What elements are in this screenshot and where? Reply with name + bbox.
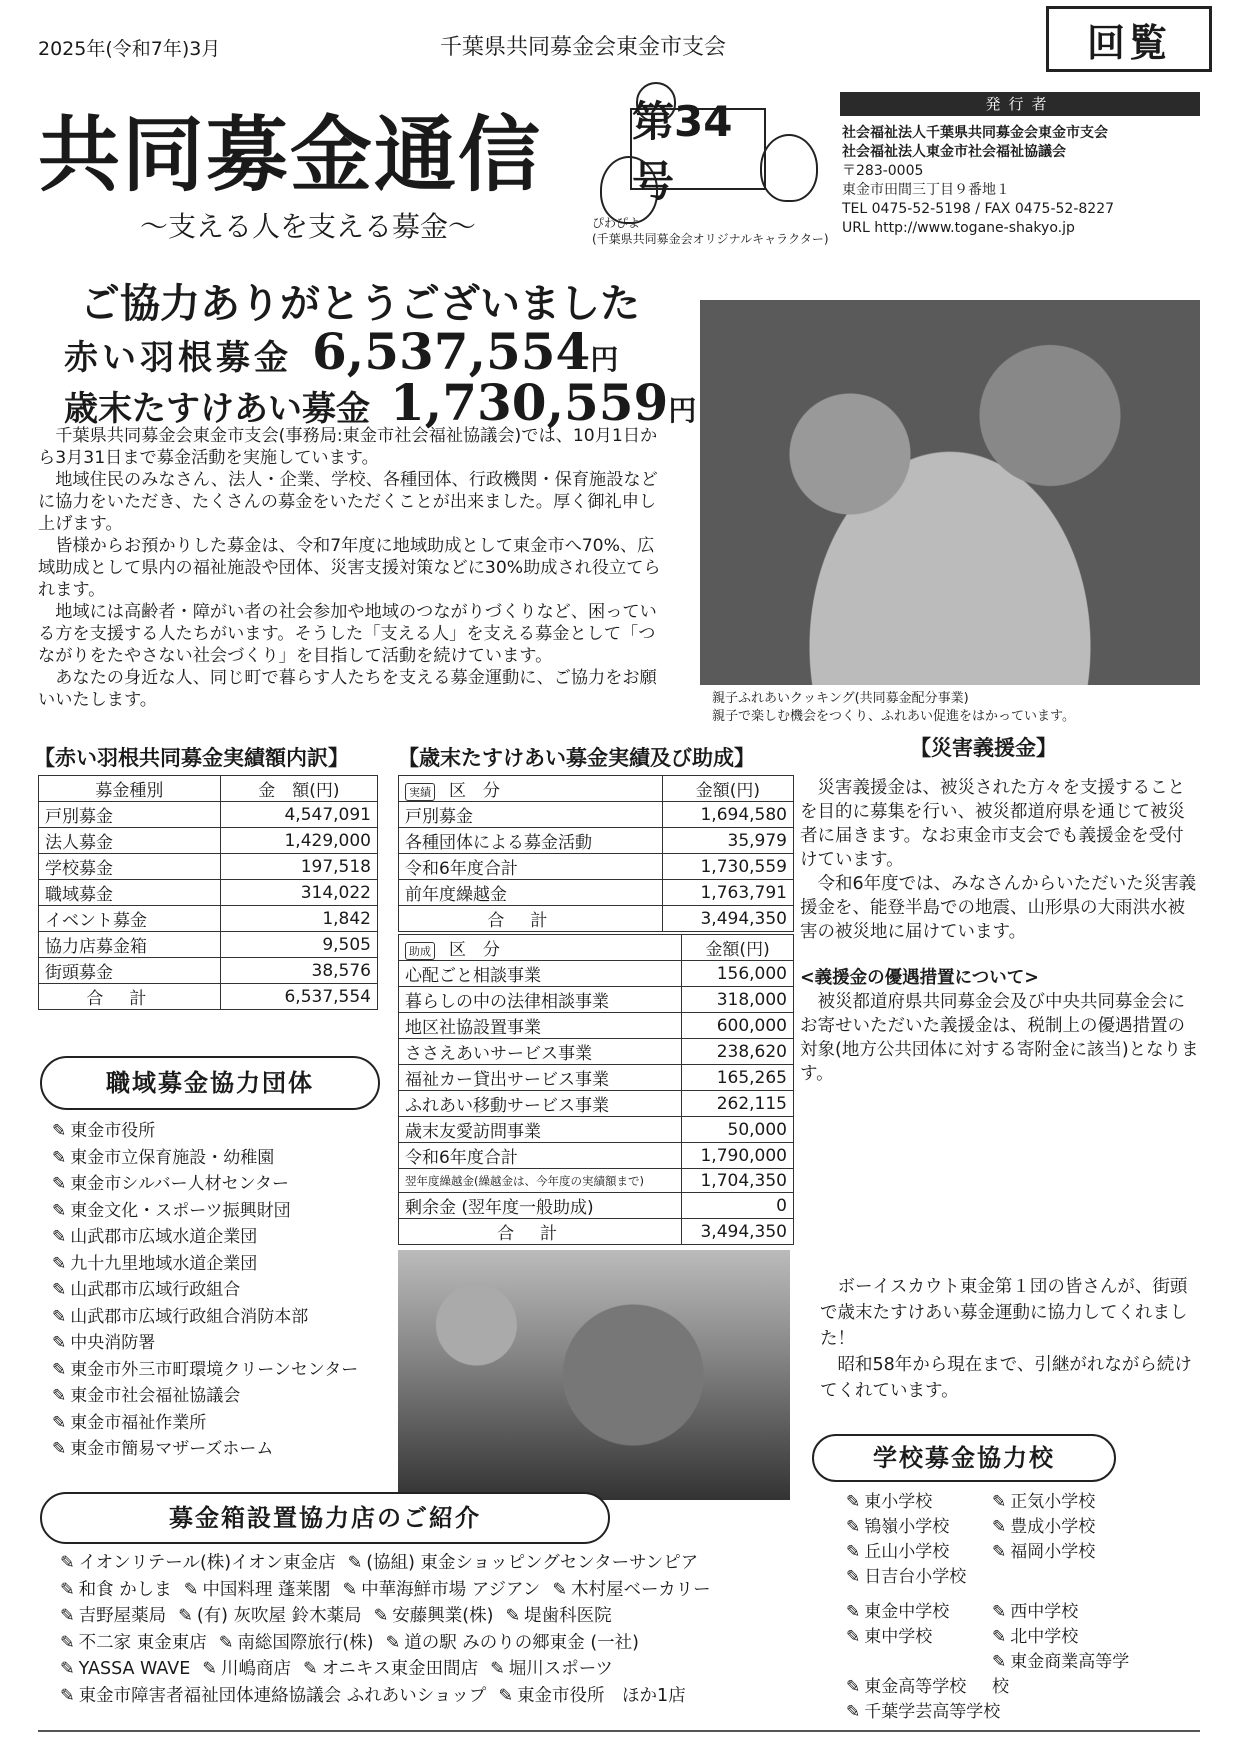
table-row [39, 828, 378, 854]
table-cell: 協力店募金箱 [39, 932, 221, 958]
shop-name: ✎ 和食 かしま [60, 1580, 172, 1600]
table-row [399, 961, 794, 987]
scout-paragraph: ボーイスカウト東金第１団の皆さんが、街頭で歳末たすけあい募金運動に協力してくれました！ [820, 1277, 1188, 1349]
table-cell: 各種団体による募金活動 [399, 828, 663, 854]
workplace-heading: 職域募金協力団体 [40, 1056, 380, 1110]
yearend-table-title: 【歳末たすけあい募金実績及び助成】 [398, 746, 755, 770]
school-name: ✎ 東金高等学校 [846, 1675, 992, 1700]
table-row [39, 958, 378, 984]
table-header: 金額(円) [682, 935, 794, 961]
list-item: ✎ 東金市福祉作業所 [52, 1410, 358, 1437]
list-item: ✎ 中央消防署 [52, 1330, 358, 1357]
circulation-stamp-text: 回覧 [1086, 20, 1171, 65]
header-organization: 千葉県共同募金会東金市支会 [440, 35, 727, 60]
table-header-row [39, 776, 378, 802]
shop-name: ✎ 木村屋ベーカリー [552, 1580, 710, 1600]
disaster-title: 【災害義援金】 [910, 736, 1057, 760]
red-feather-label: 赤い羽根募金 [64, 338, 292, 378]
shop-name: ✎ 東金市障害者福祉団体連絡協議会 ふれあいショップ [60, 1686, 486, 1706]
table-cell: 1,429,000 [220, 828, 377, 854]
table-header: 募金種別 [39, 776, 221, 802]
intro-paragraph: 地域には高齢者・障がい者の社会参加や地域のつながりづくりなど、困っている方を支援する人たちがいます。そうした「支える人」を支える募金として「つながりをたやさない社会づくり」を目指して活動を続けています。 [38, 602, 657, 666]
mascot-icon [760, 134, 818, 202]
table-cell: 前年度繰越金 [399, 880, 663, 906]
school-name: ✎ 豊成小学校 [992, 1515, 1138, 1540]
school-name: ✎ 福岡小学校 [992, 1540, 1138, 1565]
table-total-label: 合計 [39, 984, 221, 1010]
footer-divider [38, 1730, 1200, 1732]
table-cell: 1,694,580 [662, 802, 793, 828]
school-row [846, 1600, 1138, 1625]
schools-list [846, 1490, 1138, 1725]
school-row [846, 1700, 1138, 1725]
list-item: ✎ 山武郡市広域水道企業団 [52, 1224, 358, 1251]
scout-text [820, 1274, 1200, 1404]
table-row [399, 880, 794, 906]
table-row [399, 1117, 794, 1143]
table-cell: 262,115 [682, 1091, 794, 1117]
table-header-row [399, 935, 794, 961]
disaster-paragraph: 令和6年度では、みなさんからいただいた災害義援金を、能登半島での地震、山形県の大雨洪水被害の被災地に届けています。 [800, 874, 1197, 942]
shop-line [60, 1577, 800, 1604]
list-item: ✎ 東金市社会福祉協議会 [52, 1383, 358, 1410]
school-name: ✎ 日吉台小学校 [846, 1565, 992, 1590]
table-header: 金額(円) [662, 776, 793, 802]
yearend-grants-table [398, 934, 794, 1245]
table-cell: 翌年度繰越金(繰越金は、今年度の実績額まで) [399, 1169, 682, 1193]
table-row [39, 854, 378, 880]
red-feather-table [38, 775, 378, 1010]
table-cell: 戸別募金 [399, 802, 663, 828]
table-row [399, 1039, 794, 1065]
newsletter-title: 共同募金通信 [38, 107, 543, 203]
table-cell: 令和6年度合計 [399, 1143, 682, 1169]
school-row [846, 1625, 1138, 1650]
school-row [846, 1565, 1138, 1590]
shop-name: ✎ (協組) 東金ショッピングセンターサンピア [348, 1553, 699, 1573]
yearend-label: 歳末たすけあい募金 [64, 389, 370, 429]
table-total-value: 3,494,350 [682, 1219, 794, 1245]
table-cell: 歳末友愛訪問事業 [399, 1117, 682, 1143]
spacer [846, 1590, 1138, 1600]
table-row [399, 1065, 794, 1091]
school-row [846, 1515, 1138, 1540]
table-cell: ふれあい移動サービス事業 [399, 1091, 682, 1117]
table-row [399, 854, 794, 880]
table-header-text: 区 分 [449, 940, 500, 960]
table-cell: 1,763,791 [662, 880, 793, 906]
table-row [399, 802, 794, 828]
intro-paragraph: 地域住民のみなさん、法人・企業、学校、各種団体、行政機関・保育施設などに協力をいただき、たくさんの募金をいただくことが出来ました。厚く御礼申し上げます。 [38, 470, 658, 534]
table-cell: 9,505 [220, 932, 377, 958]
issue-date: 2025年(令和7年)3月 [38, 38, 221, 60]
publisher-line: URL http://www.togane-shakyo.jp [842, 220, 1075, 236]
intro-paragraph: 皆様からお預かりした募金は、令和7年度に地域助成として東金市へ70%、広域助成として県内の福祉施設や団体、災害支援対策などに30%助成され役立てられます。 [38, 536, 661, 600]
publisher-info [842, 124, 1114, 238]
shop-line [60, 1550, 800, 1577]
shop-line [60, 1630, 800, 1657]
tax-text: 被災都道府県共同募金会及び中央共同募金会にお寄せいただいた義援金は、税制上の優遇措置の対象(地方公共団体に対する寄附金に該当)となります。 [800, 992, 1199, 1084]
table-cell: 318,000 [682, 987, 794, 1013]
table-cell: 学校募金 [39, 854, 221, 880]
yen-unit: 円 [590, 343, 619, 376]
table-row [39, 906, 378, 932]
table-row [399, 1091, 794, 1117]
mascot-name: ぴわぴよ [592, 216, 641, 230]
table-cell: 職域募金 [39, 880, 221, 906]
table-cell: 50,000 [682, 1117, 794, 1143]
list-item: ✎ 東金市立保育施設・幼稚園 [52, 1145, 358, 1172]
table-cell: 156,000 [682, 961, 794, 987]
table-total-value: 6,537,554 [220, 984, 377, 1010]
table-cell: 38,576 [220, 958, 377, 984]
disaster-text [800, 776, 1200, 1086]
caption-line: 親子ふれあいクッキング(共同募金配分事業) [712, 691, 969, 706]
shop-name: ✎ 中国料理 蓬莱閣 [184, 1580, 331, 1600]
table-header [399, 935, 682, 961]
scout-photo [398, 1250, 790, 1500]
shops-list [60, 1550, 800, 1709]
shop-line [60, 1656, 800, 1683]
table-cell: 238,620 [682, 1039, 794, 1065]
table-row [399, 987, 794, 1013]
table-cell: 暮らしの中の法律相談事業 [399, 987, 682, 1013]
shop-line [60, 1683, 800, 1710]
table-cell: イベント募金 [39, 906, 221, 932]
table-cell: 165,265 [682, 1065, 794, 1091]
school-name: ✎ 鴇嶺小学校 [846, 1515, 992, 1540]
intro-paragraph: 千葉県共同募金会東金市支会(事務局:東金市社会福祉協議会)では、10月1日から3月31日まで募金活動を実施しています。 [38, 426, 658, 468]
school-row [846, 1490, 1138, 1515]
publisher-line: 社会福祉法人千葉県共同募金会東金市支会 [842, 125, 1108, 141]
publisher-heading: 発行者 [840, 92, 1200, 116]
disaster-paragraph: 災害義援金は、被災された方々を支援することを目的に募集を行い、被災都道府県を通じて被災者に届きます。なお東金市支会でも義援金を受付けています。 [800, 778, 1185, 870]
table-total-label: 合計 [399, 906, 663, 932]
table-row [399, 1013, 794, 1039]
table-header-text: 区 分 [449, 781, 500, 801]
newsletter-subtitle: 〜支える人を支える募金〜 [140, 210, 477, 243]
table-cell: 197,518 [220, 854, 377, 880]
table-cell: 4,547,091 [220, 802, 377, 828]
list-item: ✎ 東金市簡易マザーズホーム [52, 1436, 358, 1463]
table-header-row [399, 776, 794, 802]
issue-number: 第34号 [630, 108, 766, 190]
table-total-row [399, 906, 794, 932]
circulation-stamp [1046, 6, 1212, 72]
list-item: ✎ 東金市外三市町環境クリーンセンター [52, 1357, 358, 1384]
shop-name: ✎ イオンリテール(株)イオン東金店 [60, 1553, 336, 1573]
workplace-list [52, 1118, 358, 1463]
yen-unit: 円 [668, 394, 697, 427]
table-total-row [399, 1219, 794, 1245]
table-row [39, 932, 378, 958]
shop-name: ✎ 東金市役所 ほか1店 [498, 1686, 685, 1706]
yearend-total [64, 373, 696, 432]
school-row [846, 1650, 1138, 1700]
school-name: ✎ 東金商業高等学校 [992, 1650, 1138, 1700]
table-row [399, 1169, 794, 1193]
school-name: ✎ 丘山小学校 [846, 1540, 992, 1565]
table-cell: 福祉カー貸出サービス事業 [399, 1065, 682, 1091]
shop-name: ✎ 川嶋商店 [202, 1659, 291, 1679]
shop-name: ✎ 吉野屋薬局 [60, 1606, 166, 1626]
table-total-row [39, 984, 378, 1010]
table-cell: 600,000 [682, 1013, 794, 1039]
yearend-results-table [398, 775, 794, 932]
shop-name: ✎ 道の駅 みのりの郷東金 (一社) [386, 1633, 639, 1653]
scout-paragraph: 昭和58年から現在まで、引継がれながら続けてくれています。 [820, 1355, 1192, 1401]
table-header [399, 776, 663, 802]
table-cell: 1,842 [220, 906, 377, 932]
shop-name: ✎ 安藤興業(株) [374, 1606, 494, 1626]
yearend-amount: 1,730,559 [390, 373, 669, 432]
table-row [399, 828, 794, 854]
list-item: ✎ 東金文化・スポーツ振興財団 [52, 1198, 358, 1225]
publisher-line: 社会福祉法人東金市社会福祉協議会 [842, 144, 1066, 160]
caption-line: 親子で楽しむ機会をつくり、ふれあい促進をはかっています。 [712, 709, 1075, 724]
school-row [846, 1540, 1138, 1565]
shop-name: ✎ 不二家 東金東店 [60, 1633, 207, 1653]
table-cell: 35,979 [662, 828, 793, 854]
table-row [399, 1143, 794, 1169]
shops-heading: 募金箱設置協力店のご紹介 [40, 1492, 610, 1544]
school-name: ✎ 正気小学校 [992, 1490, 1138, 1515]
table-cell: 剰余金 (翌年度一般助成) [399, 1193, 682, 1219]
shop-name: ✎ オニキス東金田間店 [303, 1659, 478, 1679]
table-row [39, 880, 378, 906]
shop-name: ✎ 南総国際旅行(株) [219, 1633, 374, 1653]
table-cell: 314,022 [220, 880, 377, 906]
table-cell: 0 [682, 1193, 794, 1219]
results-tag: 実績 [405, 783, 435, 801]
table-header: 金 額(円) [220, 776, 377, 802]
school-name: ✎ 東小学校 [846, 1490, 992, 1515]
table-cell: 法人募金 [39, 828, 221, 854]
cooking-photo-caption [712, 690, 1075, 726]
intro-text [38, 425, 670, 711]
list-item: ✎ 東金市役所 [52, 1118, 358, 1145]
shop-name: ✎ YASSA WAVE [60, 1659, 190, 1679]
publisher-line: 東金市田間三丁目９番地１ [842, 182, 1010, 198]
table-row [39, 802, 378, 828]
list-item: ✎ 九十九里地域水道企業団 [52, 1251, 358, 1278]
table-cell: 1,730,559 [662, 854, 793, 880]
school-name: ✎ 西中学校 [992, 1600, 1138, 1625]
shop-name: ✎ 堤歯科医院 [505, 1606, 611, 1626]
table-cell: 心配ごと相談事業 [399, 961, 682, 987]
shop-name: ✎ (有) 灰吹屋 鈴木薬局 [178, 1606, 361, 1626]
cooking-photo [700, 300, 1200, 685]
school-name: ✎ 東中学校 [846, 1625, 992, 1650]
red-table-title: 【赤い羽根共同募金実績額内訳】 [34, 746, 349, 770]
schools-heading: 学校募金協力校 [812, 1434, 1116, 1482]
grants-tag: 助成 [405, 942, 435, 960]
list-item: ✎ 山武郡市広域行政組合消防本部 [52, 1304, 358, 1331]
table-cell: 1,790,000 [682, 1143, 794, 1169]
school-name: ✎ 東金中学校 [846, 1600, 992, 1625]
publisher-line: TEL 0475-52-5198 / FAX 0475-52-8227 [842, 201, 1115, 217]
shop-name: ✎ 中華海鮮市場 アジアン [342, 1580, 540, 1600]
table-cell: 地区社協設置事業 [399, 1013, 682, 1039]
shop-name: ✎ 堀川スポーツ [490, 1659, 613, 1679]
school-name: ✎ 北中学校 [992, 1625, 1138, 1650]
table-cell: 街頭募金 [39, 958, 221, 984]
intro-paragraph: あなたの身近な人、同じ町で暮らす人たちを支える募金運動に、ご協力をお願いいたします。 [38, 668, 657, 710]
table-total-label: 合計 [399, 1219, 682, 1245]
shop-line [60, 1603, 800, 1630]
mascot-note: (千葉県共同募金会オリジナルキャラクター) [592, 232, 829, 246]
table-cell: 令和6年度合計 [399, 854, 663, 880]
list-item: ✎ 山武郡市広域行政組合 [52, 1277, 358, 1304]
tax-title: <義援金の優遇措置について> [800, 968, 1039, 988]
thanks-headline: ご協力ありがとうございました [80, 280, 640, 327]
publisher-line: 〒283-0005 [842, 163, 924, 179]
table-cell: 1,704,350 [682, 1169, 794, 1193]
table-cell: 戸別募金 [39, 802, 221, 828]
table-row [399, 1193, 794, 1219]
table-total-value: 3,494,350 [662, 906, 793, 932]
red-feather-amount: 6,537,554 [312, 322, 591, 381]
list-item: ✎ 東金市シルバー人材センター [52, 1171, 358, 1198]
school-name: ✎ 千葉学芸高等学校 [846, 1700, 1000, 1725]
table-cell: ささえあいサービス事業 [399, 1039, 682, 1065]
